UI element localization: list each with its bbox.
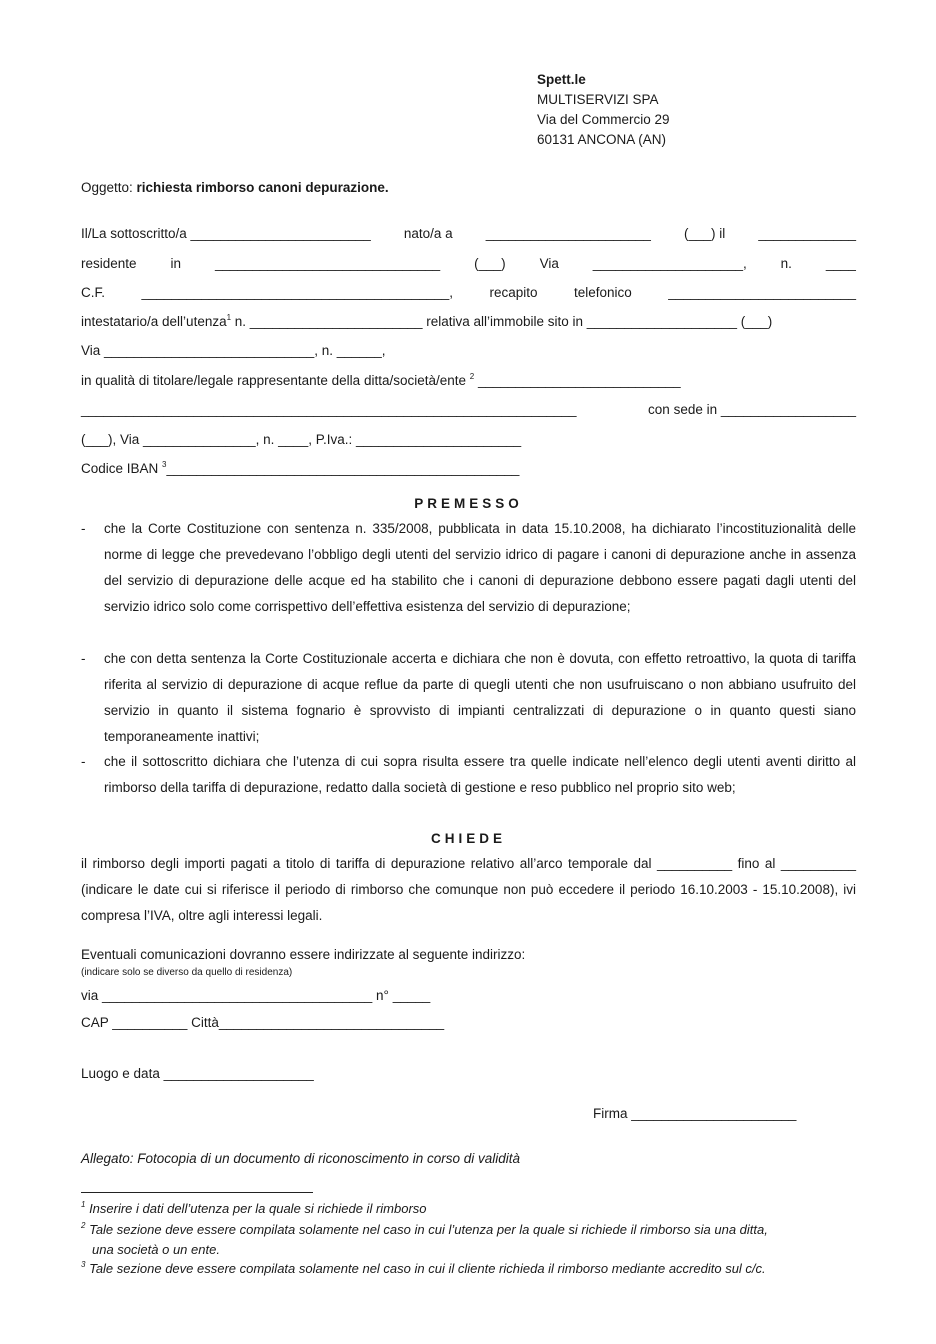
alt-cap-city-field[interactable]: CAP __________ Città______________________________	[81, 1015, 445, 1030]
phone-label-2: telefonico	[574, 285, 632, 300]
company-name-continued-field[interactable]: __________________________________________________________________	[81, 402, 577, 417]
utility-holder-label: intestatario/a dell’utenza	[81, 314, 227, 329]
premesso-item-1: che la Corte Costituzione con sentenza n. 335/2008, pubblicata in data 15.10.2008, ha dichiarato l’incostituzionalità delle norme di legge che prevedevano l’obbligo degli utenti del servizio idrico di pagare i canoni di depurazione anche in assenza del servizio di depurazione delle acque ed ha stabilito che i canoni di depurazione debbono essere pagati dagli utenti del servizio idrico solo come corrispettivo dell’effettiva esistenza del servizio di depurazione;	[104, 521, 856, 614]
subject-text: richiesta rimborso canoni depurazione.	[136, 180, 389, 195]
premesso-item-2: che con detta sentenza la Corte Costituzionale accerta e dichiara che non è dovuta, con effetto retroattivo, la quota di tariffa riferita al servizio di depurazione di acque reflue da parte di quegli utenti che non usufruiscano o non abbiano usufruito del servizio in quanto il sistema fognario è sprovvisto di impianti centralizzati di depurazione o in quanto questi siano temporaneamente inattivi;	[104, 651, 856, 744]
alt-address-field[interactable]: via ____________________________________ n° _____	[81, 988, 431, 1003]
communications-note: (indicare solo se diverso da quello di residenza)	[81, 967, 293, 978]
footnote-2	[81, 1222, 768, 1237]
tax-code-field[interactable]: _________________________________________,	[141, 285, 454, 300]
residence-label: residente	[81, 256, 137, 271]
footnote-3	[81, 1261, 766, 1276]
street-label: Via	[539, 256, 559, 271]
place-date-field[interactable]: Luogo e data ____________________	[81, 1066, 314, 1081]
birthplace-field[interactable]: ______________________	[485, 226, 651, 241]
signature-field[interactable]: Firma ______________________	[593, 1106, 797, 1121]
company-seat-field[interactable]: con sede in __________________	[648, 402, 856, 417]
addressee-city: 60131 ANCONA (AN)	[537, 132, 667, 147]
footnote-separator	[81, 1192, 313, 1193]
subject-line	[81, 180, 389, 195]
chiede-heading: CHIEDE	[430, 831, 506, 846]
form-line-utility	[81, 314, 856, 329]
phone-field[interactable]: _________________________	[668, 285, 856, 300]
footnote-1	[81, 1201, 427, 1216]
residence-in-label: in	[170, 256, 181, 271]
form-line-residence	[81, 256, 856, 271]
birth-province-field[interactable]: (___) il	[684, 226, 726, 241]
birth-date-field[interactable]: _____________	[758, 226, 856, 241]
bullet-dash: -	[81, 521, 86, 536]
phone-label-1: recapito	[489, 285, 538, 300]
form-line-company	[81, 373, 856, 388]
attachment-note: Allegato: Fotocopia di un documento di riconoscimento in corso di validità	[81, 1151, 520, 1166]
footnote-2-continuation: una società o un ente.	[92, 1242, 220, 1257]
number-field[interactable]: ____	[825, 256, 856, 271]
form-line-identity	[81, 226, 856, 241]
addressee-salutation: Spett.le	[537, 72, 586, 87]
bullet-dash: -	[81, 651, 86, 666]
street-field[interactable]: ____________________,	[592, 256, 747, 271]
footnote-text: Tale sezione deve essere compilata solamente nel caso in cui l’utenza per la quale si richiede il rimborso sia una ditta,	[85, 1222, 768, 1237]
iban-label: Codice IBAN	[81, 461, 163, 476]
bullet-dash: -	[81, 754, 86, 769]
footnote-ref-1: 1	[226, 312, 232, 322]
form-line-tax-code	[81, 285, 856, 300]
form-line-iban	[81, 461, 856, 476]
iban-field[interactable]: _______________________________________________	[166, 461, 520, 476]
chiede-text: il rimborso degli importi pagati a titolo di tariffa di depurazione relativo all’arco temporale dal __________ fino al __________ (indicare le date cui si riferisce il periodo di rimborso che comunque non può eccedere il periodo 16.10.2003 - 15.10.2008), ivi compresa l’IVA, oltre agli interessi legali.	[81, 856, 856, 923]
born-in-label: nato/a a	[403, 226, 453, 241]
addressee-street: Via del Commercio 29	[537, 112, 670, 127]
footnote-number: 1	[81, 1199, 86, 1209]
footnote-ref-3: 3	[162, 459, 167, 469]
company-address-vat-field[interactable]: (___), Via _______________, n. ____, P.Iva.: ______________________	[81, 432, 522, 447]
footnote-number: 3	[81, 1259, 86, 1269]
communications-line: Eventuali comunicazioni dovranno essere indirizzate al seguente indirizzo:	[81, 947, 526, 962]
subject-label: Oggetto:	[81, 180, 137, 195]
form-line-company-seat	[81, 402, 856, 417]
footnote-text: Inserire i dati dell’utenza per la quale si richiede il rimborso	[85, 1201, 427, 1216]
company-name-field[interactable]: ___________________________	[474, 373, 681, 388]
utility-property-field[interactable]: n. _______________________ relativa all’immobile sito in ____________________ (___)	[231, 314, 773, 329]
premesso-heading: PREMESSO	[414, 496, 523, 511]
footnote-number: 2	[81, 1220, 86, 1230]
tax-code-label: C.F.	[81, 285, 106, 300]
addressee-company: MULTISERVIZI SPA	[537, 92, 659, 107]
number-label: n.	[780, 256, 792, 271]
footnote-ref-2: 2	[469, 371, 475, 381]
residence-city-field[interactable]: ______________________________	[214, 256, 441, 271]
footnote-text: Tale sezione deve essere compilata solamente nel caso in cui il cliente richieda il rimborso mediante accredito sul c/c.	[85, 1261, 766, 1276]
residence-province-field[interactable]: (___)	[474, 256, 506, 271]
premesso-item-3: che il sottoscritto dichiara che l’utenza di cui sopra risulta essere tra quelle indicate nell’elenco degli utenti aventi diritto al rimborso della tariffa di depurazione, redatto dalla società di gestione e reso pubblico nel proprio sito web;	[104, 754, 856, 795]
property-street-field[interactable]: Via ____________________________, n. ______,	[81, 343, 386, 358]
company-role-label: in qualità di titolare/legale rappresentante della ditta/società/ente	[81, 373, 470, 388]
undersigned-field[interactable]: Il/La sottoscritto/a ________________________	[81, 226, 371, 241]
